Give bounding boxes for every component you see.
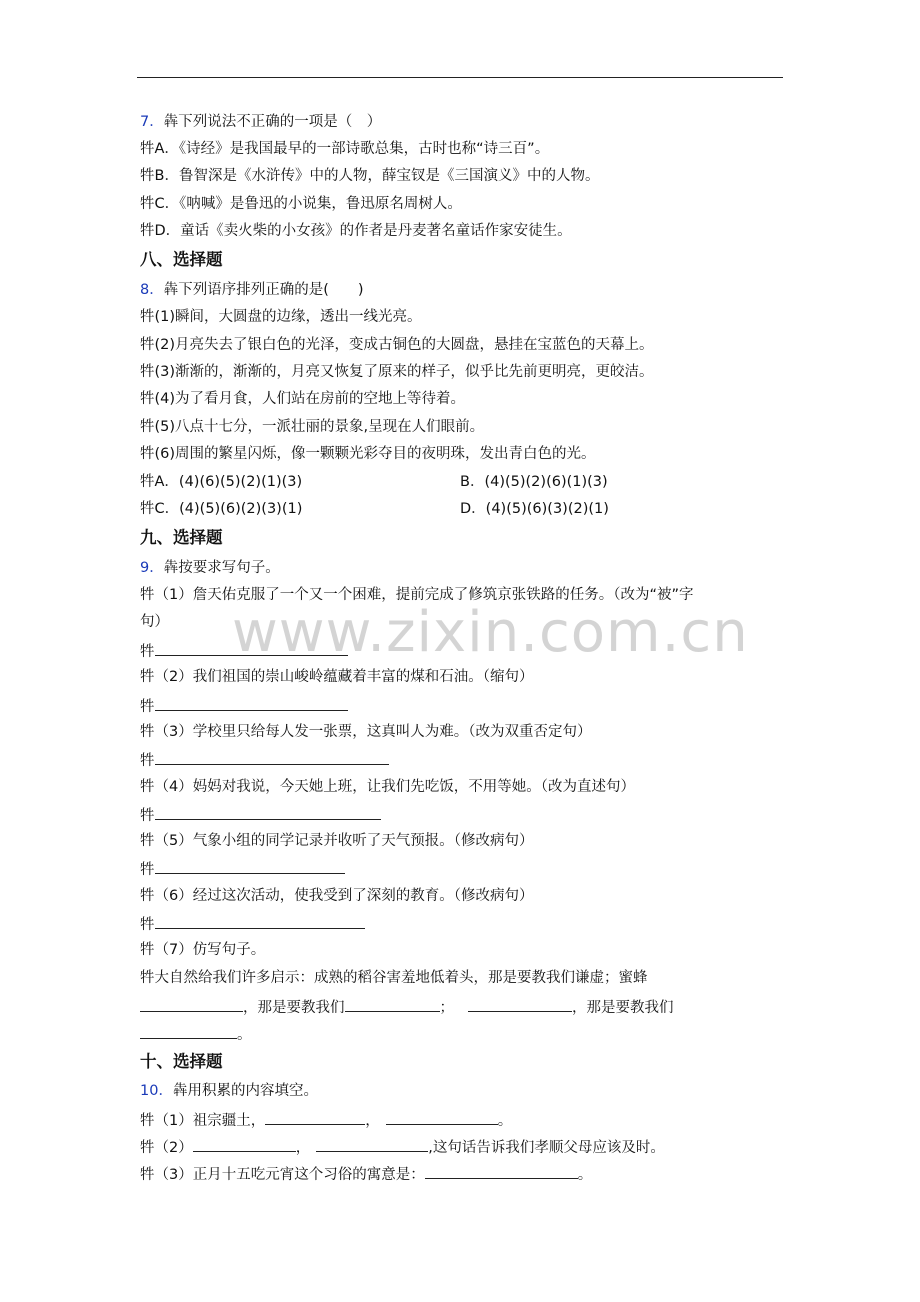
q7-option-b: 牪B．鲁智深是《水浒传》中的人物，薛宝钗是《三国演义》中的人物。 bbox=[140, 168, 600, 184]
q8-stem bbox=[140, 280, 364, 300]
answer-marker: 牪 bbox=[140, 862, 155, 878]
q8-item-6: 牪(6)周围的繁星闪烁，像一颗颗光彩夺目的夜明珠，发出青白色的光。 bbox=[140, 446, 596, 462]
q9-part3: 牪（3）学校里只给每人发一张票，这真叫人为难。（改为双重否定句） bbox=[140, 724, 592, 740]
q8-option-a: 牪A．(4)(6)(5)(2)(1)(3) bbox=[140, 474, 303, 490]
q8-option-c: 牪C．(4)(5)(6)(2)(3)(1) bbox=[140, 501, 303, 517]
answer-blank[interactable] bbox=[193, 1136, 296, 1152]
q8-item-2: 牪(2)月亮失去了银白色的光泽，变成古铜色的大圆盘，悬挂在宝蓝色的天幕上。 bbox=[140, 337, 654, 353]
answer-marker: 牪 bbox=[140, 644, 155, 660]
q9-part1: 牪（1）詹天佑克服了一个又一个困难，提前完成了修筑京张铁路的任务。（改为“被”字 bbox=[140, 587, 694, 603]
q8-item-5: 牪(5)八点十七分，一派壮丽的景象,呈现在人们眼前。 bbox=[140, 419, 485, 435]
answer-marker: 牪 bbox=[140, 699, 155, 715]
answer-blank[interactable] bbox=[155, 695, 348, 711]
q9-stem-text: 犇按要求写句子。 bbox=[163, 560, 280, 576]
q10-part3 bbox=[140, 1163, 592, 1185]
q9-part2: 牪（2）我们祖国的崇山峻岭蕴藏着丰富的煤和石油。（缩句） bbox=[140, 669, 534, 685]
fill-text: ， bbox=[295, 1140, 311, 1156]
q9-answer4 bbox=[140, 804, 381, 826]
fill-text: 。 bbox=[237, 1027, 252, 1043]
q10-stem bbox=[140, 1081, 318, 1101]
section-9-heading: 九、选择题 bbox=[140, 528, 223, 547]
q9-answer5 bbox=[140, 858, 345, 880]
q8-number: 8． bbox=[140, 282, 164, 298]
answer-blank[interactable] bbox=[155, 804, 381, 820]
answer-blank[interactable] bbox=[140, 996, 243, 1012]
watermark: www.zixin.com.cn bbox=[232, 600, 749, 665]
q10-stem-text: 犇用积累的内容填空。 bbox=[172, 1083, 318, 1099]
answer-blank[interactable] bbox=[155, 858, 345, 874]
q9-part5: 牪（5）气象小组的同学记录并收听了天气预报。（修改病句） bbox=[140, 833, 534, 849]
fill-text: 牪（1）祖宗疆土， bbox=[140, 1113, 266, 1129]
answer-marker: 牪 bbox=[140, 917, 155, 933]
q7-stem-text: 犇下列说法不正确的一项是（ ） bbox=[163, 114, 382, 130]
answer-blank[interactable] bbox=[468, 996, 572, 1012]
q8-stem-text: 犇下列语序排列正确的是( ) bbox=[163, 282, 364, 298]
q9-part4: 牪（4）妈妈对我说，今天她上班，让我们先吃饭，不用等她。（改为直述句） bbox=[140, 779, 635, 795]
q7-number: 7． bbox=[140, 114, 164, 130]
fill-text: ,这句话告诉我们孝顺父母应该及时。 bbox=[428, 1140, 665, 1156]
answer-blank[interactable] bbox=[155, 640, 348, 656]
q9-number: 9． bbox=[140, 560, 164, 576]
fill-text: ，那是要教我们 bbox=[243, 1000, 345, 1016]
fill-text: 。 bbox=[577, 1167, 593, 1183]
q7-option-a: 牪A．《诗经》是我国最早的一部诗歌总集，古时也称“诗三百”。 bbox=[140, 141, 550, 157]
q9-answer2 bbox=[140, 695, 348, 717]
answer-blank[interactable] bbox=[386, 1109, 498, 1125]
answer-blank[interactable] bbox=[316, 1136, 428, 1152]
q7-option-c: 牪C．《呐喊》是鲁迅的小说集，鲁迅原名周树人。 bbox=[140, 196, 462, 212]
q9-part6: 牪（6）经过这次活动，使我受到了深刻的教育。（修改病句） bbox=[140, 888, 534, 904]
q7-option-d: 牪D．童话《卖火柴的小女孩》的作者是丹麦著名童话作家安徒生。 bbox=[140, 223, 572, 239]
header-rule bbox=[137, 77, 783, 78]
answer-marker: 牪 bbox=[140, 808, 155, 824]
section-10-heading: 十、选择题 bbox=[140, 1052, 223, 1071]
q8-option-d: D．(4)(5)(6)(3)(2)(1) bbox=[460, 501, 609, 517]
q9-part7-end bbox=[140, 1023, 252, 1045]
q9-stem bbox=[140, 558, 280, 578]
q8-item-3: 牪(3)渐渐的，渐渐的，月亮又恢复了原来的样子，似乎比先前更明亮，更皎洁。 bbox=[140, 364, 654, 380]
fill-text: ， bbox=[365, 1113, 380, 1129]
q9-answer3 bbox=[140, 749, 389, 771]
q9-part7-blanks bbox=[140, 996, 674, 1018]
answer-blank[interactable] bbox=[425, 1163, 578, 1179]
answer-blank[interactable] bbox=[345, 996, 440, 1012]
answer-blank[interactable] bbox=[140, 1023, 237, 1039]
fill-text: 牪（3）正月十五吃元宵这个习俗的寓意是： bbox=[140, 1167, 425, 1183]
fill-text: 。 bbox=[497, 1113, 513, 1129]
q9-part7-text: 牪大自然给我们许多启示：成熟的稻谷害羞地低着头，那是要教我们谦虚；蜜蜂 bbox=[140, 970, 648, 986]
answer-blank[interactable] bbox=[155, 913, 365, 929]
q10-part1 bbox=[140, 1109, 512, 1131]
fill-text: ； bbox=[439, 1000, 454, 1016]
q9-part1-cont: 句） bbox=[140, 614, 169, 630]
section-8-heading: 八、选择题 bbox=[140, 250, 223, 269]
q9-answer1 bbox=[140, 640, 348, 662]
q9-part7: 牪（7）仿写句子。 bbox=[140, 942, 266, 958]
fill-text: ，那是要教我们 bbox=[572, 1000, 674, 1016]
q10-number: 10． bbox=[140, 1083, 173, 1099]
q8-item-1: 牪(1)瞬间，大圆盘的边缘，透出一线光亮。 bbox=[140, 309, 422, 325]
q9-answer6 bbox=[140, 913, 365, 935]
q8-item-4: 牪(4)为了看月食，人们站在房前的空地上等待着。 bbox=[140, 391, 466, 407]
answer-blank[interactable] bbox=[155, 749, 389, 765]
answer-marker: 牪 bbox=[140, 753, 155, 769]
answer-blank[interactable] bbox=[265, 1109, 365, 1125]
q10-part2 bbox=[140, 1136, 665, 1158]
fill-text: 牪（2） bbox=[140, 1140, 193, 1156]
q7-stem bbox=[140, 112, 381, 132]
q8-option-b: B．(4)(5)(2)(6)(1)(3) bbox=[460, 474, 608, 490]
